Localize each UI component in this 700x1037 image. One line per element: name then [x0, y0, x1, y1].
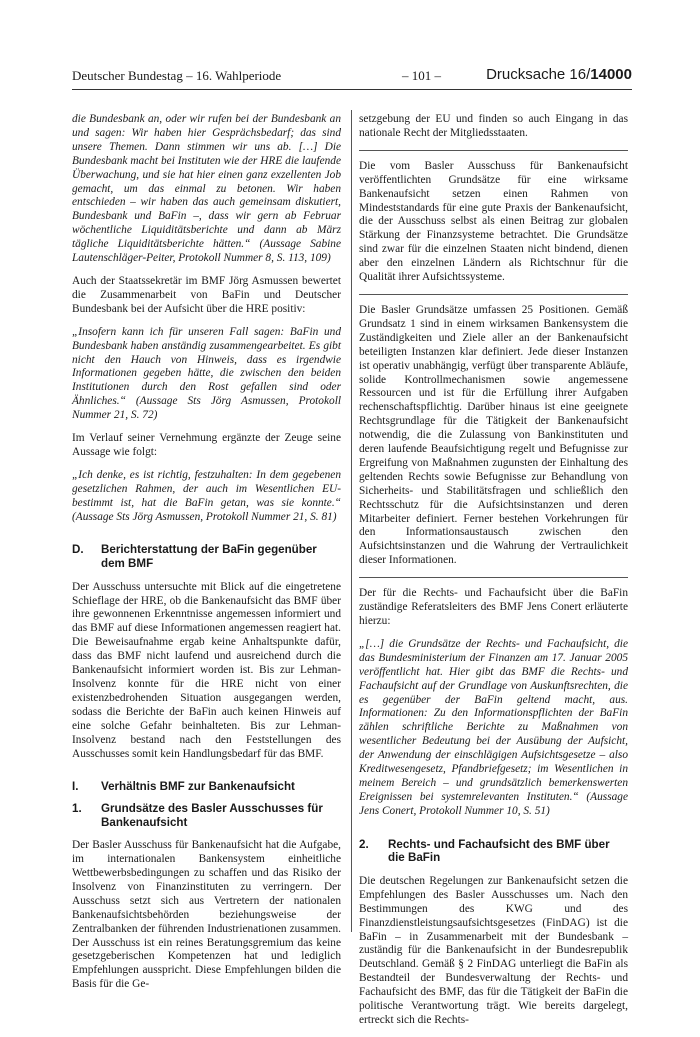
- document-number-value: 14000: [590, 66, 632, 83]
- body-paragraph: Die Basler Grundsätze umfassen 25 Positionen. Gemäß Grundsatz 1 sind in einem wirksamen Bankensystem die Zuständigkeiten und Ziele aller an der Bankenaufsicht beteiligten Instanzen klar definiert. Jede dieser Instanzen ist operativ unabhängig, verfügt über transparente Abläufe, solide Kontrollmechanismen sowie angemessene Ressourcen und ist für die Erfüllung ihrer Aufgaben rechenschaftspflichtig. Darüber hinaus ist eine geeignete Rechtsgrundlage für die Tätigkeit der Bankenaufsicht notwendig, die die Zulassung von Bankinstituten und deren laufende Beaufsichtigung regelt und Befugnisse zur Ergreifung von Maßnahmen zugunsten der Einhaltung des geltenden Rechts sowie Befugnisse zur Behandlung von Sicherheits- und Stabilitätsfragen und schließlich den Rechtsschutz für die Aufsichtsinstanzen und deren Mitarbeiter definiert. Ferner bestehen Vorkehrungen für den Informationsaustausch zwischen den Aufsichtsinstanzen und die Wahrung der Vertraulichkeit dieser Informationen.: [359, 303, 628, 567]
- body-paragraph: Die vom Basler Ausschuss für Bankenaufsicht veröffentlichten Grundsätze für eine wirksame Bankenaufsicht setzen einen Rahmen von Mindeststandards für eine gute Praxis der Bankenaufsicht, die der Ausschuss selbst als einen Beitrag zur globalen Stärkung der Finanzsysteme betrachtet. Die Grundsätze sind zwar für die einzelnen Staaten nicht bindend, dienen aber den einzelnen Ländern als Richtschnur für die Qualität ihrer Aufsichtssysteme.: [359, 159, 628, 284]
- header-left-title: Deutscher Bundestag – 16. Wahlperiode: [72, 68, 282, 83]
- paragraph-rule: [359, 150, 628, 151]
- section-number: 1.: [72, 802, 82, 816]
- quote-paragraph: „Ich denke, es ist richtig, festzuhalten: In dem gegebenen gesetzlichen Rahmen, der auch im Wesentlichen EU-bestimmt ist, hat die BaFin getan, was sie konnte.“ (Aussage Sts Jörg Asmussen, Protokoll Nummer 21, S. 81): [72, 468, 341, 523]
- column-divider: [351, 110, 352, 932]
- document-number: [486, 66, 632, 83]
- section-heading-2: [359, 838, 628, 865]
- body-paragraph: Die deutschen Regelungen zur Bankenaufsicht setzen die Empfehlungen des Basler Ausschusses um. Nach den Bestimmungen des KWG und des Finanzdienstleistungsaufsichtsgesetzes (FinDAG) ist die BaFin – in Zusammenarbeit mit der Bundesbank – zuständig für die Bankenaufsicht in der Bundesrepublik Deutschland. Gemäß § 2 FinDAG unterliegt die BaFin als Bestandteil der Bundesverwaltung der Rechts- und Fachaufsicht des BMF, das für die Tätigkeit der BaFin die politische Verantwortung trägt. Wie bereits dargelegt, ertreckt sich die Rechts-: [359, 874, 628, 1026]
- section-number: D.: [72, 543, 84, 557]
- body-paragraph: Der Basler Ausschuss für Bankenaufsicht hat die Aufgabe, im internationalen Bankensystem einheitliche Wettbewerbsbedingungen zu schaffen und das Risiko der Insolvenz von Finanzinstituten zu verringern. Der Ausschuss setzt sich aus Vertretern der nationalen Bankenaufsichtsbehörden beziehungsweise der Zentralbanken der führenden Industrienationen zusammen. Der Ausschuss ist ein reines Beratungsgremium das keine gesetzgeberischen Kompetenzen hat und lediglich Empfehlungen ausspricht. Diese Empfehlungen bilden die Basis für die Ge-: [72, 839, 341, 991]
- section-title: Rechts- und Fachaufsicht des BMF über die BaFin: [388, 837, 610, 865]
- section-title: Verhältnis BMF zur Bankenaufsicht: [101, 780, 295, 794]
- quote-paragraph: die Bundesbank an, oder wir rufen bei der Bundesbank an und sagen: Wir haben hier Gesprächsbedarf; das sind unsere Themen. Dann stimmen wir uns ab. […] Die Bundesbank macht bei Instituten wie der HRE die laufende Überwachung, und sie hat hier einen ganz exzellenten Job gemacht, um das einmal zu betonen. Wir haben entschieden – wir haben das auch gemeinsam diskutiert, Bundesbank und BaFin –, dass wir gern ab Februar wöchentliche Liquiditätsberichte und dann ab März tägliche Liquiditätsberichte hätten.“ (Aussage Sabine Lautenschläger-Peiter, Protokoll Nummer 8, S. 113, 109): [72, 113, 341, 265]
- body-paragraph: Der Ausschuss untersuchte mit Blick auf die eingetretene Schieflage der HRE, ob die Bankenaufsicht das BMF über ihre gewonnenen Erkenntnisse angemessen informiert und das BMF auf diese Informationen angemessen reagiert hat. Die Beweisaufnahme ergab keine Anhaltspunkte dafür, dass das BMF nicht laufend und ausreichend durch die Bankenaufsicht informiert worden ist. Bis zur Lehman-Insolvenz konnte für die HRE nicht von einer existenzbedrohenden Situation ausgegangen werden, sodass die Berichte der BaFin auch keinen Hinweis auf eine solche Gefahr beinhalteten. Bis zur Lehman-Insolvenz bestand nach den Feststellungen des Ausschusses somit kein Handlungsbedarf für das BMF.: [72, 580, 341, 760]
- quote-paragraph: „[…] die Grundsätze der Rechts- und Fachaufsicht, die das Bundesministerium der Finanzen am 17. Januar 2005 veröffentlicht hat. Hier gibt das BMF die Rechts- und Fachaufsicht auf der Grundlage von Auskunftsrechten, die es gegenüber der BaFin geltend macht, aus. Informationen: Zu den Informationspflichten der BaFin zählen schriftliche Berichte zu Maßnahmen von wesentlicher Bedeutung bei der Ausübung der Aufsicht, der Anwendung der einschlägigen Aufsichtsgesetze – also Kreditwesengesetz, Pfandbriefgesetz; im Wesentlichen in meinem Bereich – und grundsätzlich bemerkenswerten Ereignissen bei systemrelevanten Instituten.“ (Aussage Jens Conert, Protokoll Nummer 10, S. 51): [359, 637, 628, 817]
- paragraph-rule: [359, 577, 628, 578]
- header-rule: [72, 89, 632, 90]
- section-heading-d: [72, 543, 341, 570]
- paragraph-rule: [359, 294, 628, 295]
- page-number: – 101 –: [402, 68, 441, 83]
- page-header: [72, 66, 632, 86]
- body-paragraph: Auch der Staatssekretär im BMF Jörg Asmussen bewertet die Zusammenarbeit von BaFin und Deutscher Bundesbank bei der Aufsicht über die HRE positiv:: [72, 274, 341, 315]
- section-heading-i: [72, 780, 341, 794]
- body-paragraph: Im Verlauf seiner Vernehmung ergänzte der Zeuge seine Aussage wie folgt:: [72, 432, 341, 458]
- section-heading-1: [72, 802, 341, 829]
- section-number: 2.: [359, 837, 369, 851]
- left-column: [72, 113, 341, 1001]
- section-title: Berichterstattung der BaFin gegenüber dem BMF: [101, 543, 317, 571]
- body-paragraph: setzgebung der EU und finden so auch Eingang in das nationale Recht der Mitgliedsstaaten.: [359, 113, 628, 139]
- document-number-prefix: Drucksache 16/: [486, 66, 591, 83]
- section-number: I.: [72, 780, 79, 794]
- quote-paragraph: „Insofern kann ich für unseren Fall sagen: BaFin und Bundesbank haben anständig zusammengearbeitet. Es gibt nicht den Hauch von Hinweis, dass es irgendwie Informationen gegeben hätte, die zwischen den beiden Institutionen durch den Rost gefallen sind oder Ähnliches.“ (Aussage Sts Jörg Asmussen, Protokoll Nummer 21, S. 72): [72, 325, 341, 422]
- section-title: Grundsätze des Basler Ausschusses für Bankenaufsicht: [101, 802, 323, 829]
- body-paragraph: Der für die Rechts- und Fachaufsicht über die BaFin zuständige Referatsleiters des BMF Jens Conert erläuterte hierzu:: [359, 587, 628, 627]
- right-column: [359, 113, 628, 1037]
